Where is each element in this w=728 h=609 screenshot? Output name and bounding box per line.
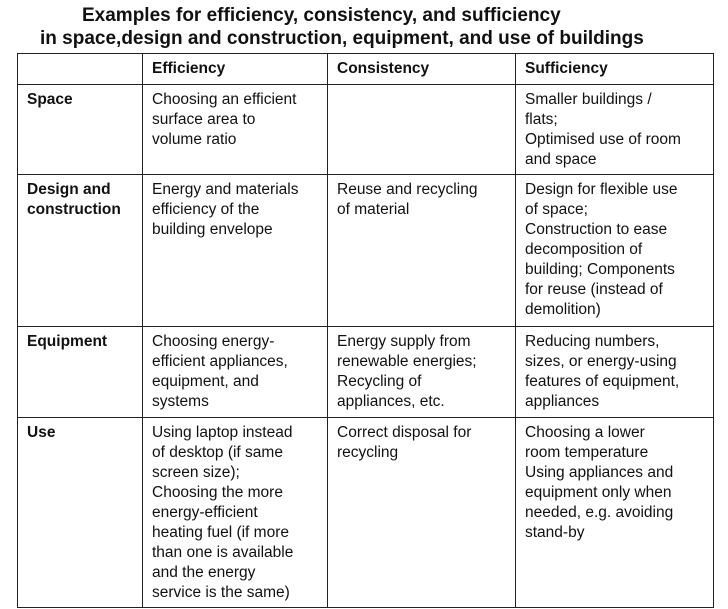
consistency-text: Correct disposal for recycling (337, 424, 472, 461)
consistency-cell (328, 85, 516, 175)
row-label-cell (18, 418, 143, 608)
consistency-cell (328, 418, 516, 608)
header-efficiency-label: Efficiency (152, 60, 226, 77)
row-label: Use (27, 424, 56, 441)
document-title (0, 4, 728, 50)
efficiency-cell (143, 175, 328, 327)
row-label-cell (18, 85, 143, 175)
table-row-equipment (18, 327, 714, 418)
efficiency-text: Choosing energy- efficient appliances, equipment, and systems (152, 333, 288, 410)
header-consistency (328, 54, 516, 85)
table-row-space (18, 85, 714, 175)
header-sufficiency (516, 54, 714, 85)
efficiency-cell (143, 85, 328, 175)
sufficiency-text: Reducing numbers, sizes, or energy-using features of equipment, appliances (525, 333, 680, 410)
row-label: Equipment (27, 333, 108, 350)
sufficiency-text: Smaller buildings / flats; Optimised use of room and space (525, 91, 681, 168)
sufficiency-cell (516, 85, 714, 175)
consistency-text: Reuse and recycling of material (337, 181, 478, 218)
efficiency-cell (143, 327, 328, 418)
efficiency-text: Energy and materials efficiency of the building envelope (152, 181, 299, 238)
examples-table (17, 53, 714, 608)
efficiency-cell (143, 418, 328, 608)
row-label: Design and construction (27, 181, 121, 218)
row-label-cell (18, 327, 143, 418)
table-row-design-construction (18, 175, 714, 327)
header-consistency-label: Consistency (337, 60, 430, 77)
header-sufficiency-label: Sufficiency (525, 60, 608, 77)
efficiency-text: Using laptop instead of desktop (if same screen size); Choosing the more energy-efficient heating fuel (if more than one is available and the energy service is the same) (152, 424, 294, 601)
consistency-cell (328, 175, 516, 327)
title-line-2: in space,design and construction, equipment, and use of buildings (40, 28, 644, 49)
sufficiency-cell (516, 327, 714, 418)
table-row-use (18, 418, 714, 608)
sufficiency-cell (516, 418, 714, 608)
consistency-cell (328, 327, 516, 418)
row-label-cell (18, 175, 143, 327)
header-corner-cell (18, 54, 143, 85)
sufficiency-cell (516, 175, 714, 327)
sufficiency-text: Choosing a lower room temperature Using appliances and equipment only when needed, e.g. avoiding stand-by (525, 424, 674, 541)
row-label: Space (27, 91, 73, 108)
efficiency-text: Choosing an efficient surface area to volume ratio (152, 91, 297, 148)
consistency-text: Energy supply from renewable energies; Recycling of appliances, etc. (337, 333, 477, 410)
title-line-1: Examples for efficiency, consistency, and sufficiency (82, 5, 561, 26)
header-efficiency (143, 54, 328, 85)
sufficiency-text: Design for flexible use of space; Construction to ease decomposition of building; Components for reuse (instead of demolition) (525, 181, 678, 318)
header-row (18, 54, 714, 85)
